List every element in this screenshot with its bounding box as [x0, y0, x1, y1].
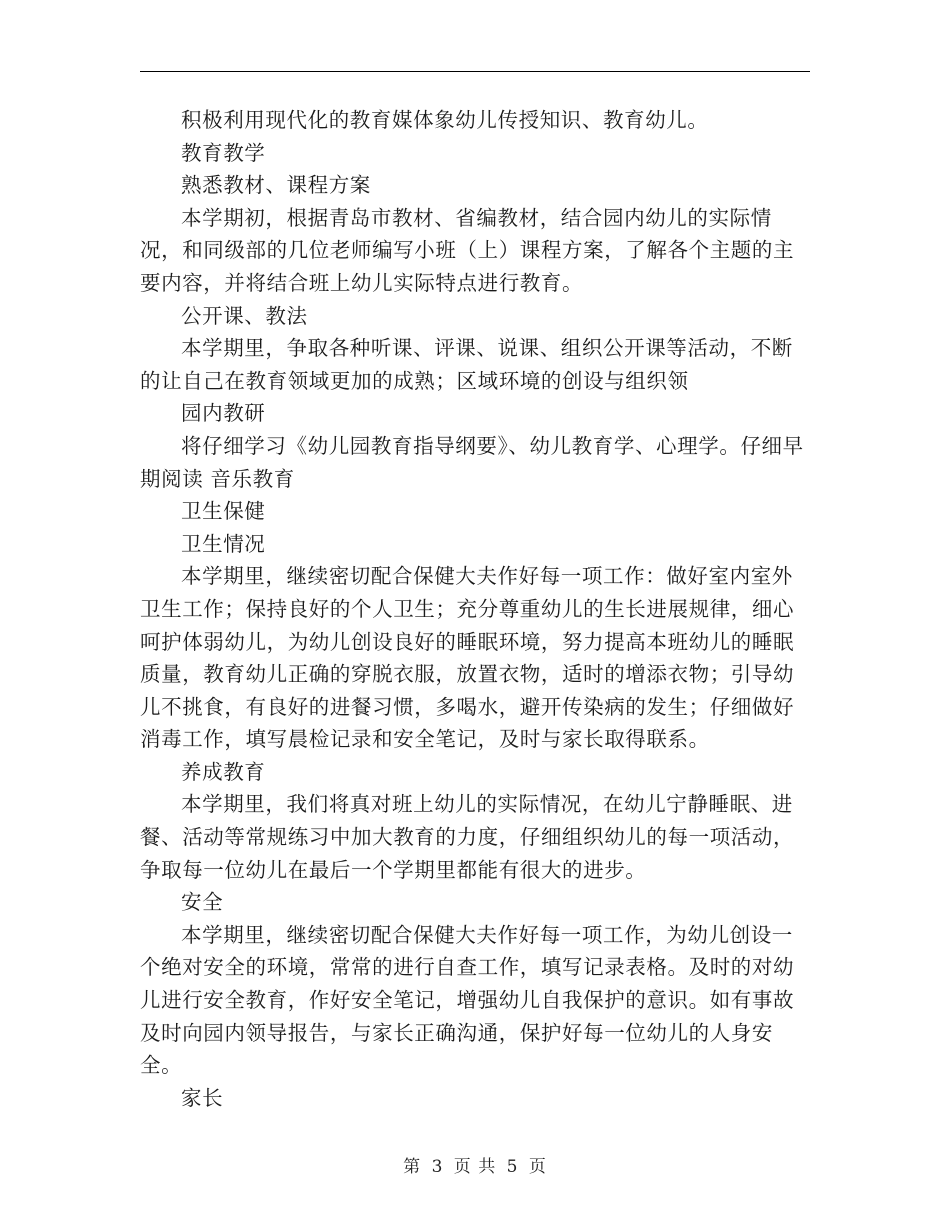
heading-parents: 家长 [181, 1085, 224, 1110]
footer-middle: 页 共 [453, 1157, 497, 1177]
paragraph-media: 积极利用现代化的教育媒体象幼儿传授知识、教育幼儿。 [181, 108, 709, 132]
header-rule [140, 71, 810, 72]
page-footer [0, 1152, 950, 1177]
footer-prefix: 第 [403, 1157, 422, 1177]
document-body [140, 104, 812, 1114]
heading-open-class: 公开课、教法 [181, 303, 308, 328]
heading-materials: 熟悉教材、课程方案 [181, 173, 371, 198]
heading-health-care: 卫生保健 [181, 499, 266, 524]
footer-total-pages: 5 [506, 1157, 519, 1177]
heading-hygiene: 卫生情况 [181, 531, 266, 556]
paragraph-safety: 本学期里，继续密切配合保健大夫作好每一项工作，为幼儿创设一个绝对安全的环境，常常的进行自查工作，填写记录表格。及时的对幼儿进行安全教育，作好安全笔记，增强幼儿自我保护的意识。如有事故及时向园内领导报告，与家长正确沟通，保护好每一位幼儿的人身安全。 [140, 922, 795, 1078]
heading-teaching: 教育教学 [181, 140, 266, 165]
heading-research: 园内教研 [181, 401, 266, 426]
heading-habits: 养成教育 [181, 759, 266, 784]
paragraph-materials: 本学期初，根据青岛市教材、省编教材，结合园内幼儿的实际情况，和同级部的几位老师编写小班（上）课程方案，了解各个主题的主要内容，并将结合班上幼儿实际特点进行教育。 [140, 205, 795, 295]
heading-safety: 安全 [181, 890, 224, 915]
paragraph-research: 将仔细学习《幼儿园教育指导纲要》、幼儿教育学、心理学。仔细早期阅读 音乐教育 [140, 433, 804, 491]
footer-suffix: 页 [528, 1157, 547, 1177]
paragraph-open-class: 本学期里，争取各种听课、评课、说课、组织公开课等活动，不断的让自己在教育领域更加的成熟；区域环境的创设与组织领 [140, 336, 793, 393]
paragraph-habits: 本学期里，我们将真对班上幼儿的实际情况，在幼儿宁静睡眠、进餐、活动等常规练习中加大教育的力度，仔细组织幼儿的每一项活动，争取每一位幼儿在最后一个学期里都能有很大的进步。 [140, 792, 795, 882]
paragraph-hygiene: 本学期里，继续密切配合保健大夫作好每一项工作：做好室内室外卫生工作；保持良好的个人卫生；充分尊重幼儿的生长进展规律，细心呵护体弱幼儿，为幼儿创设良好的睡眠环境，努力提高本班幼儿的睡眠质量，教育幼儿正确的穿脱衣服，放置衣物，适时的增添衣物；引导幼儿不挑食，有良好的进餐习惯，多喝水，避开传染病的发生；仔细做好消毒工作，填写晨检记录和安全笔记，及时与家长取得联系。 [140, 564, 795, 752]
footer-current-page: 3 [431, 1157, 444, 1177]
